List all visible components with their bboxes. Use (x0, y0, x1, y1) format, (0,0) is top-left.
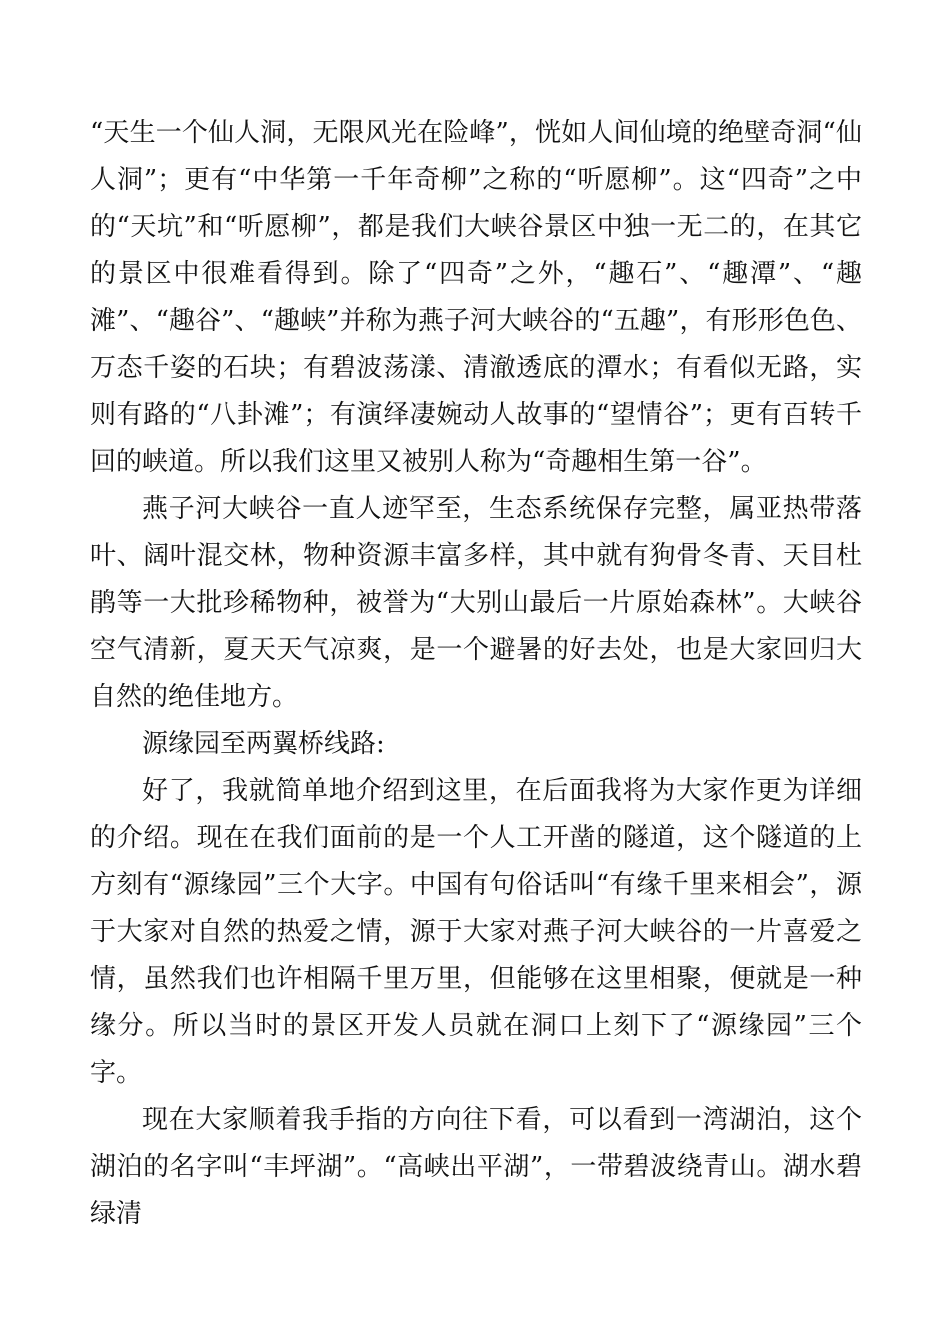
paragraph-four-wonders: “天生一个仙人洞，无限风光在险峰”，恍如人间仙境的绝壁奇洞“仙人洞”；更有“中华第一千年奇柳”之称的“听愿柳”。这“四奇”之中的“天坑”和“听愿柳”，都是我们大峡谷景区中独一无二的，在其它的景区中很难看得到。除了“四奇”之外，“趣石”、“趣潭”、“趣滩”、“趣谷”、“趣峡”并称为燕子河大峡谷的“五趣”，有形形色色、万态千姿的石块；有碧波荡漾、清澈透底的潭水；有看似无路，实则有路的“八卦滩”；有演绎凄婉动人故事的“望情谷”；更有百转千回的峡道。所以我们这里又被别人称为“奇趣相生第一谷”。 (90, 118, 862, 477)
section-heading-route: 源缘园至两翼桥线路: (142, 729, 385, 759)
paragraph-fengping-lake: 现在大家顺着我手指的方向往下看，可以看到一湾湖泊，这个湖泊的名字叫“丰坪湖”。“高峡出平湖”，一带碧波绕青山。湖水碧绿清 (90, 1105, 862, 1229)
document-body (90, 110, 862, 1238)
paragraph-ecosystem: 燕子河大峡谷一直人迹罕至，生态系统保存完整，属亚热带落叶、阔叶混交林，物种资源丰富多样，其中就有狗骨冬青、天目杜鹃等一大批珍稀物种，被誉为“大别山最后一片原始森林”。大峡谷空气清新，夏天天气凉爽，是一个避暑的好去处，也是大家回归大自然的绝佳地方。 (90, 494, 862, 712)
paragraph-yuanyuanyuan: 好了，我就简单地介绍到这里，在后面我将为大家作更为详细的介绍。现在在我们面前的是一个人工开凿的隧道，这个隧道的上方刻有“源缘园”三个大字。中国有句俗话叫“有缘千里来相会”，源于大家对自然的热爱之情，源于大家对燕子河大峡谷的一片喜爱之情，虽然我们也许相隔千里万里，但能够在这里相聚，便就是一种缘分。所以当时的景区开发人员就在洞口上刻下了“源缘园”三个字。 (90, 776, 862, 1088)
